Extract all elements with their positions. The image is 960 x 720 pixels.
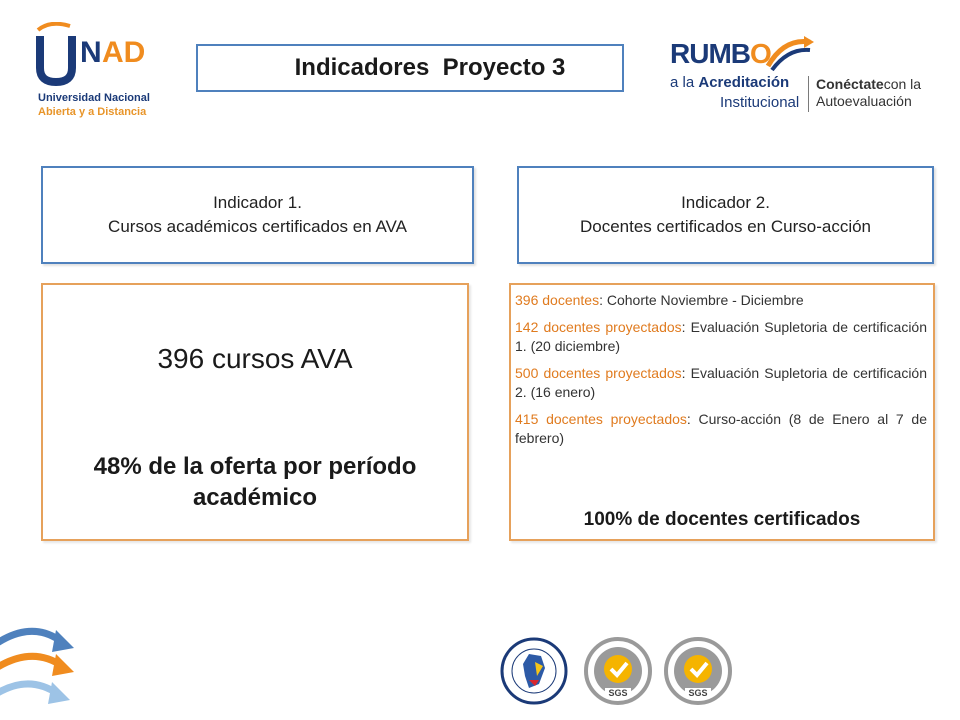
unad-logo-line2: Abierta y a Distancia	[38, 106, 147, 118]
page-title: Indicadores Proyecto 3	[294, 54, 566, 81]
title-box	[196, 44, 624, 92]
indicator-2-description: Docentes certificados en Curso-acción	[579, 217, 872, 236]
indicator-1-percentage: 48% de la oferta por período académico	[93, 453, 417, 511]
indicator-1-content	[41, 283, 469, 541]
rumbo-right-line1: Conéctatecon la	[816, 76, 922, 92]
svg-text:N: N	[80, 36, 102, 69]
rumbo-logo	[668, 36, 938, 116]
indicator-2-list	[515, 291, 927, 456]
svg-text:AD: AD	[102, 36, 146, 69]
indicator-1-headline: 396 cursos AVA	[157, 343, 353, 374]
sgs-caption: SGS	[608, 688, 628, 698]
sgs-certification-seal-icon	[583, 636, 653, 706]
indicator-1-header	[41, 166, 474, 264]
list-item: 415 docentes proyectados: Curso-acción (8 de Enero al 7 de febrero)	[515, 411, 927, 446]
rumbo-line2: Institucional	[720, 94, 800, 111]
list-item: 142 docentes proyectados: Evaluación Supletoria de certificación 1. (20 diciembre)	[515, 319, 928, 354]
rumbo-separator	[808, 76, 809, 112]
indicator-2-label: Indicador 2.	[681, 193, 770, 212]
list-item: 396 docentes: Cohorte Noviembre - Diciembre	[515, 292, 804, 308]
sgs-certification-seal-icon	[663, 636, 733, 706]
rumbo-line1: a la Acreditación	[670, 74, 790, 91]
rumbo-right-line2: Autoevaluación	[816, 93, 912, 109]
colombia-certification-seal-icon	[499, 636, 569, 706]
rumbo-swoosh-icon	[764, 36, 814, 72]
indicator-2-header	[517, 166, 934, 264]
decorative-arrows-icon	[0, 608, 80, 720]
indicator-1-description: Cursos académicos certificados en AVA	[108, 217, 407, 236]
indicator-2-total: 100% de docentes certificados	[583, 509, 861, 530]
unad-logo-line1: Universidad Nacional	[38, 92, 150, 104]
sgs-caption: SGS	[688, 688, 708, 698]
list-item: 500 docentes proyectados: Evaluación Supletoria de certificación 2. (16 enero)	[515, 365, 928, 400]
indicator-1-label: Indicador 1.	[213, 193, 302, 212]
unad-logo-mark	[30, 22, 180, 86]
rumbo-wordmark: RUMBO	[670, 38, 771, 69]
indicator-2-content	[509, 283, 935, 541]
unad-logo	[30, 22, 180, 122]
